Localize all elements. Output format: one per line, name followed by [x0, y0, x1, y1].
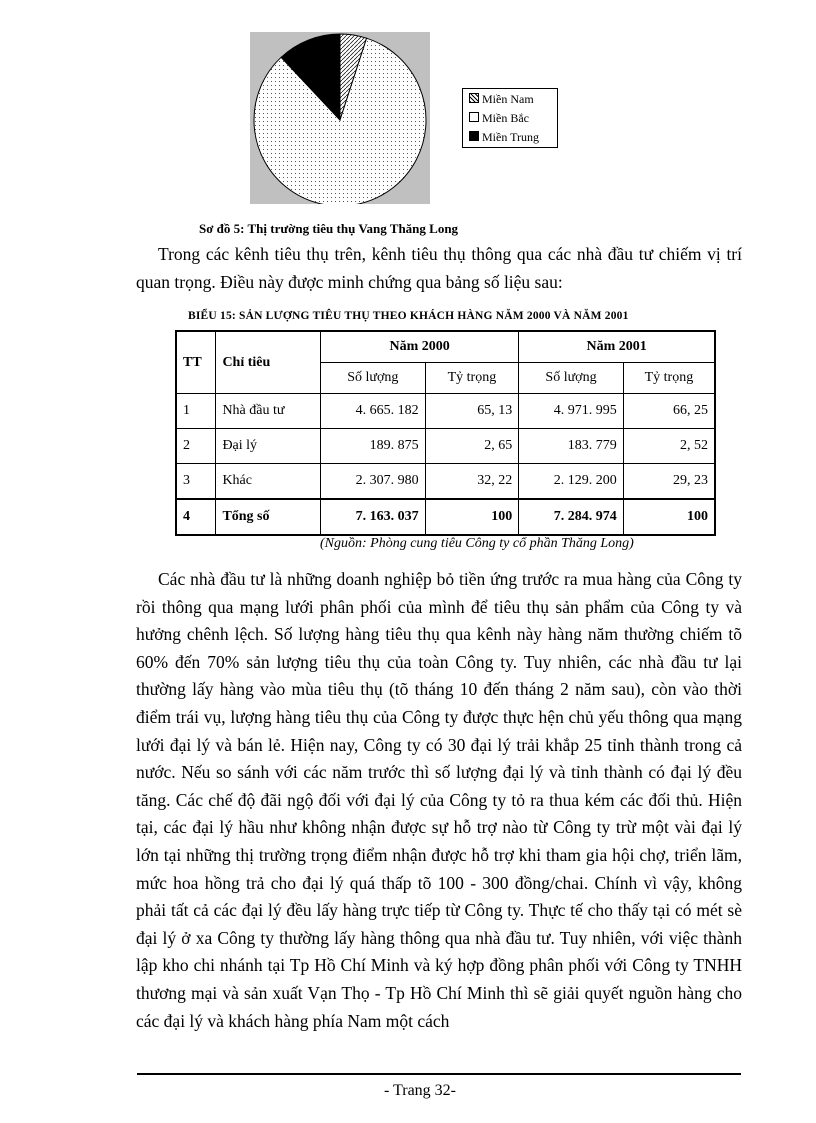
legend-swatch-mien-nam	[469, 93, 479, 103]
cell-sl-2001: 7. 284. 974	[519, 499, 624, 535]
header-year-2000: Năm 2000	[321, 331, 519, 363]
cell-name: Khác	[216, 464, 321, 500]
table-title: BIỂU 15: SẢN LƯỢNG TIÊU THỤ THEO KHÁCH HÀNG NĂM 2000 VÀ NĂM 2001	[188, 310, 629, 322]
cell-name: Đại lý	[216, 429, 321, 464]
body-paragraph	[136, 566, 742, 1035]
cell-name: Tổng số	[216, 499, 321, 535]
cell-sl-2001: 2. 129. 200	[519, 464, 624, 500]
table-row	[176, 394, 715, 429]
cell-tt: 1	[176, 394, 216, 429]
legend-item-mien-nam	[469, 90, 557, 109]
legend-label: Miền Bắc	[482, 111, 529, 125]
subheader-so-luong: Số lượng	[519, 363, 624, 394]
cell-tt-2001: 100	[623, 499, 715, 535]
legend-item-mien-trung	[469, 128, 557, 147]
table-row	[176, 464, 715, 500]
intro-paragraph	[136, 241, 742, 296]
cell-sl-2000: 4. 665. 182	[321, 394, 426, 429]
legend-item-mien-bac	[469, 109, 557, 128]
cell-sl-2000: 7. 163. 037	[321, 499, 426, 535]
subheader-ty-trong: Tỷ trọng	[425, 363, 519, 394]
cell-tt: 2	[176, 429, 216, 464]
cell-tt-2001: 2, 52	[623, 429, 715, 464]
cell-sl-2001: 183. 779	[519, 429, 624, 464]
footer-divider	[137, 1073, 741, 1075]
legend-swatch-mien-trung	[469, 131, 479, 141]
pie-legend	[462, 88, 558, 148]
header-tt: TT	[176, 331, 216, 394]
cell-sl-2000: 189. 875	[321, 429, 426, 464]
cell-sl-2001: 4. 971. 995	[519, 394, 624, 429]
table-row	[176, 429, 715, 464]
table-total-row	[176, 499, 715, 535]
legend-swatch-mien-bac	[469, 112, 479, 122]
body-text: Các nhà đầu tư là những doanh nghiệp bỏ tiền ứng trước ra mua hàng của Công ty rồi thông qua mạng lưới phân phối của mình để tiêu thụ sản phẩm của Công ty và hưởng chênh lệch. Số lượng hàng tiêu thụ qua kênh này hàng năm thường chiếm tõ 60% đến 70% sản lượng tiêu thụ của toàn Công ty. Tuy nhiên, các nhà đầu tư lại thường lấy hàng vào mùa tiêu thụ (tõ tháng 10 đến tháng 2 năm sau), còn vào thời điểm trái vụ, lượng hàng tiêu thụ của Công ty được thực hện chủ yếu thông qua mạng lưới đại lý và bán lẻ. Hiện nay, Công ty có 30 đại lý trải khắp 25 tỉnh thành trong cả nước. Nếu so sánh với các năm trước thì số lượng đại lý và tỉnh thành có đại lý đều tăng. Các chế độ đãi ngộ đối với đại lý của Công ty tỏ ra thua kém các đối thủ. Hiện tại, các đại lý hầu như không nhận được sự hỗ trợ nào từ Công ty trừ một vài đại lý lớn tại những thị trường trọng điểm nhận được hỗ trợ khi tham gia hội chợ, triển lãm, mức hoa hồng trả cho đại lý quá thấp tõ 100 - 300 đồng/chai. Chính vì vậy, không phải tất cả các đại lý đều lấy hàng trực tiếp từ Công ty. Thực tế cho thấy tại có mét sè đại lý ở xa Công ty thường lấy hàng thông qua nhà đầu tư. Tuy nhiên, với việc thành lập kho chi nhánh tại Tp Hồ Chí Minh và ký hợp đồng phân phối với Công ty TNHH thương mại và sản xuất Vạn Thọ - Tp Hồ Chí Minh thì sẽ giải quyết nguồn hàng cho các đại lý và khách hàng phía Nam một cách	[136, 569, 742, 1031]
cell-tt-2000: 32, 22	[425, 464, 519, 500]
table-source: (Nguồn: Phòng cung tiêu Công ty cổ phần Thăng Long)	[320, 536, 634, 551]
subheader-ty-trong: Tỷ trọng	[623, 363, 715, 394]
page-number: - Trang 32-	[384, 1082, 457, 1099]
chart-caption: Sơ đồ 5: Thị trường tiêu thụ Vang Thăng Long	[199, 221, 459, 236]
header-chi-tieu: Chỉ tiêu	[216, 331, 321, 394]
cell-tt-2000: 65, 13	[425, 394, 519, 429]
table-header-row	[176, 331, 715, 363]
legend-label: Miền Nam	[482, 92, 534, 106]
cell-tt-2001: 29, 23	[623, 464, 715, 500]
intro-text: Trong các kênh tiêu thụ trên, kênh tiêu thụ thông qua các nhà đầu tư chiếm vị trí quan trọng. Điều này được minh chứng qua bảng số liệu sau:	[136, 244, 742, 292]
cell-sl-2000: 2. 307. 980	[321, 464, 426, 500]
legend-label: Miền Trung	[482, 130, 540, 144]
pie-chart	[250, 32, 430, 204]
subheader-so-luong: Số lượng	[321, 363, 426, 394]
cell-tt-2001: 66, 25	[623, 394, 715, 429]
cell-tt: 4	[176, 499, 216, 535]
cell-name: Nhà đầu tư	[216, 394, 321, 429]
cell-tt-2000: 100	[425, 499, 519, 535]
sales-table	[175, 330, 716, 536]
header-year-2001: Năm 2001	[519, 331, 715, 363]
cell-tt: 3	[176, 464, 216, 500]
cell-tt-2000: 2, 65	[425, 429, 519, 464]
